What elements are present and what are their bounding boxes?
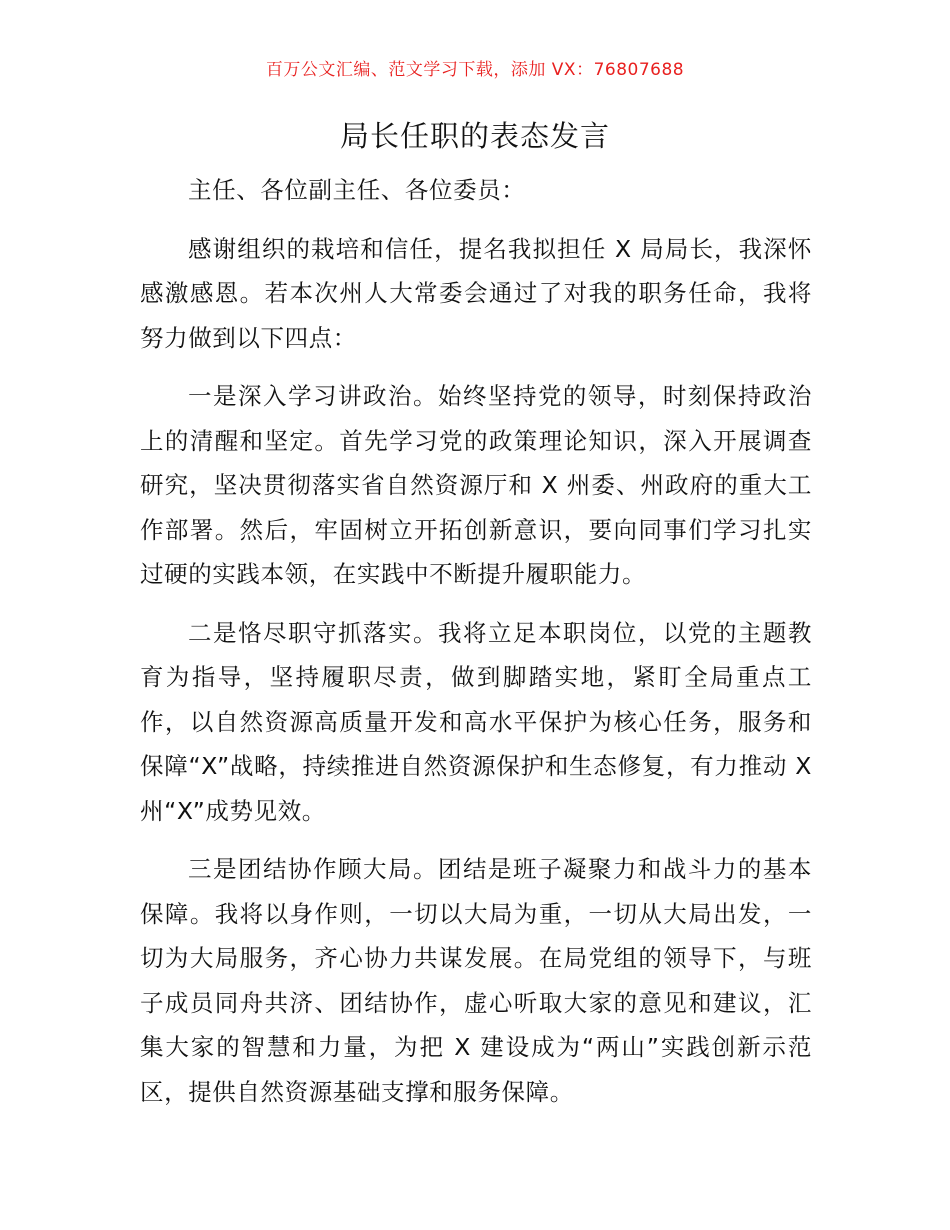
paragraph-point-two: 二是恪尽职守抓落实。我将立足本职岗位，以党的主题教育为指导，坚持履职尽责，做到脚踏实地，紧盯全局重点工作，以自然资源高质量开发和高水平保护为核心任务，服务和保障“X”战略，持续推进自然资源保护和生态修复，有力推动 X 州“X”成势见效。 (140, 618, 812, 825)
watermark-text: 百万公文汇编、范文学习下载，添加 VX：76807688 (265, 60, 685, 80)
paragraph-intro: 感谢组织的栽培和信任，提名我拟担任 X 局局长，我深怀感激感恩。若本次州人大常委会通过了对我的职务任命，我将努力做到以下四点： (140, 234, 812, 352)
salutation: 主任、各位副主任、各位委员： (188, 176, 526, 204)
paragraph-point-three: 三是团结协作顾大局。团结是班子凝聚力和战斗力的基本保障。我将以身作则，一切以大局为重，一切从大局出发，一切为大局服务，齐心协力共谋发展。在局党组的领导下，与班子成员同舟共济、团结协作，虚心听取大家的意见和建议，汇集大家的智慧和力量，为把 X 建设成为“两山”实践创新示范区，提供自然资源基础支撑和服务保障。 (140, 855, 812, 1106)
document-body (140, 168, 812, 1128)
paragraph-point-one: 一是深入学习讲政治。始终坚持党的领导，时刻保持政治上的清醒和坚定。首先学习党的政策理论知识，深入开展调查研究，坚决贯彻落实省自然资源厅和 X 州委、州政府的重大工作部署。然后，牢固树立开拓创新意识，要向同事们学习扎实过硬的实践本领，在实践中不断提升履职能力。 (140, 382, 812, 588)
document-title: 局长任职的表态发言 (339, 119, 610, 153)
